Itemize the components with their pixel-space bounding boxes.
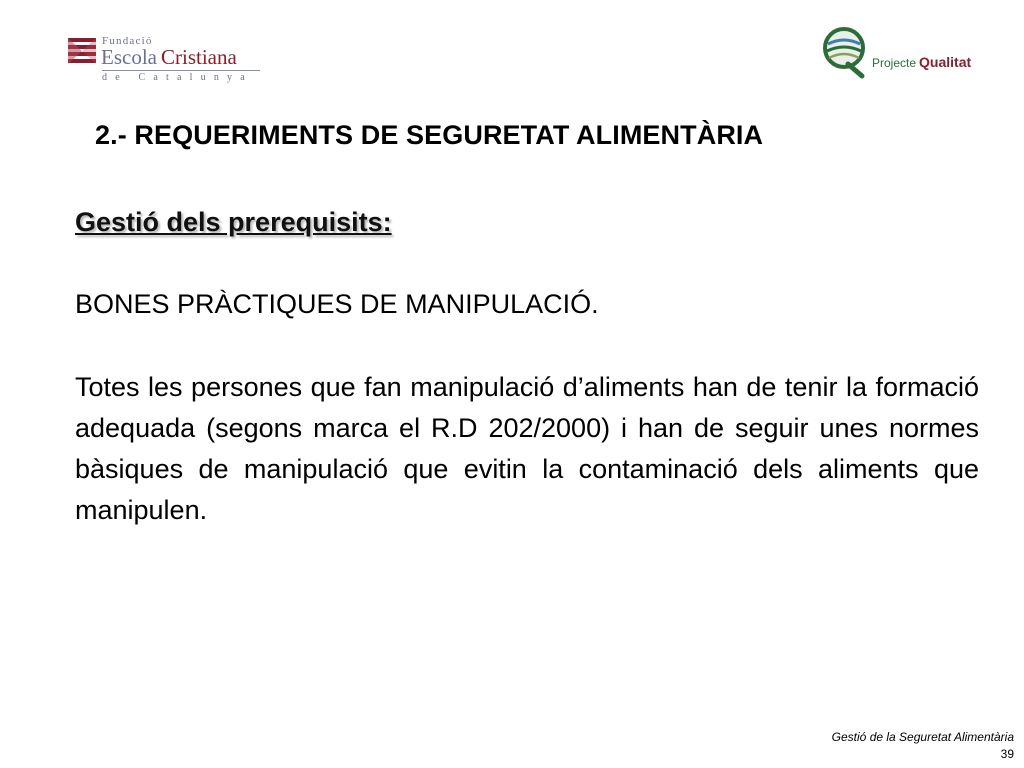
- logo-fundacio-text: Fundació: [102, 35, 153, 47]
- footer-title: Gestió de la Seguretat Alimentària: [831, 730, 1014, 744]
- slide-title: 2.- REQUERIMENTS DE SEGURETAT ALIMENTÀRIA: [95, 120, 764, 150]
- projecte-qualitat-logo: [822, 26, 982, 86]
- slide-subtitle: Gestió dels prerequisits:: [75, 207, 392, 237]
- page-number: 39: [1000, 747, 1014, 761]
- logo-divider: [102, 70, 260, 71]
- logo-cristiana-text: Cristiana: [160, 45, 237, 69]
- logo-qualitat-text: Qualitat: [919, 54, 972, 70]
- fundacio-escola-cristiana-logo: [66, 32, 266, 88]
- qualitat-q-emblem-icon: [822, 26, 872, 80]
- escola-cristiana-emblem-icon: [68, 38, 96, 64]
- projecte-qualitat-text: [872, 54, 971, 70]
- logo-de-catalunya-text: de Catalunya: [102, 72, 253, 83]
- body-paragraph: Totes les persones que fan manipulació d’aliments han de tenir la formació adequada (segons marca el R.D 202/2000) i han de seguir unes normes bàsiques de manipulació que evitin la contaminació dels aliments que manipulen.: [75, 372, 979, 525]
- section-heading: BONES PRÀCTIQUES DE MANIPULACIÓ.: [75, 289, 599, 319]
- logo-escola-cristiana-text: [101, 45, 237, 69]
- logo-projecte-text: Projecte: [872, 56, 917, 70]
- logo-escola-text: Escola: [101, 45, 157, 69]
